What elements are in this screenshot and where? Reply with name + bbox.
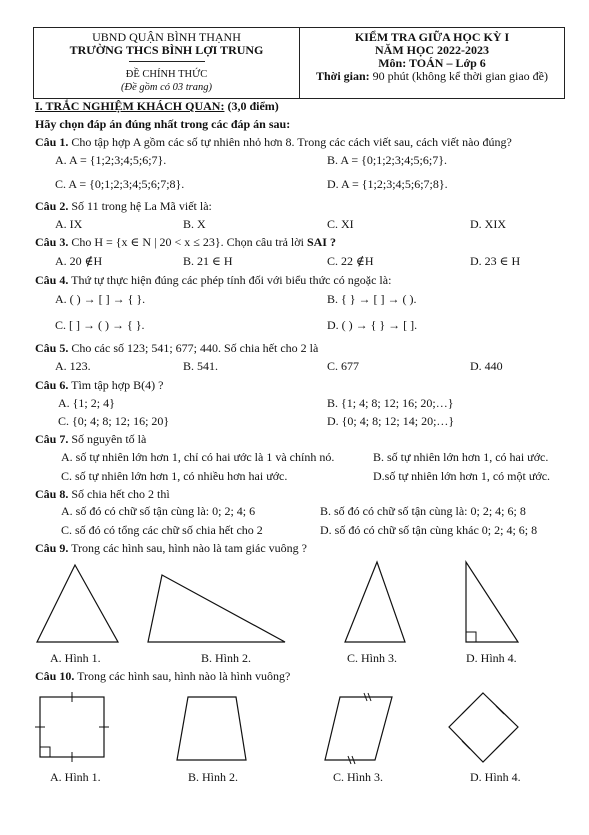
q7-option-d[interactable]: D.số tự nhiên lớn hơn 1, có một ước. [373, 469, 551, 483]
q2-option-b[interactable]: B. X [183, 217, 206, 231]
q3-option-d[interactable]: D. 23 ∈ H [470, 254, 521, 268]
section-title: I. TRẮC NGHIỆM KHÁCH QUAN: (3,0 điểm) [35, 99, 279, 113]
q7-option-b[interactable]: B. số tự nhiên lớn hơn 1, có hai ước. [373, 450, 549, 464]
q5-option-d[interactable]: D. 440 [470, 359, 503, 373]
square-figure-1 [35, 692, 109, 762]
rhombus-figure-4 [449, 693, 518, 762]
question-5: Câu 5. Cho các số 123; 541; 677; 440. Số chia hết cho 2 là [35, 341, 319, 355]
q1-option-a[interactable]: A. A = {1;2;3;4;5;6;7}. [55, 153, 167, 167]
question-3: Câu 3. Cho H = {x ∈ N | 20 < x ≤ 23}. Chọn câu trả lời SAI ? [35, 235, 336, 249]
q4-option-a[interactable]: A. ( ) → [ ] → { }. [55, 292, 146, 306]
q6-option-c[interactable]: C. {0; 4; 8; 12; 16; 20} [58, 414, 170, 428]
q5-option-a[interactable]: A. 123. [55, 359, 91, 373]
question-7: Câu 7. Số nguyên tố là [35, 432, 147, 446]
question-6: Câu 6. Tìm tập hợp B(4) ? [35, 378, 164, 392]
q8-option-d[interactable]: D. số đó có chữ số tận cùng khác 0; 2; 4; 6; 8 [320, 523, 538, 537]
page-count-note: (Đề gồm có 03 trang) [121, 82, 212, 93]
q8-option-a[interactable]: A. số đó có chữ số tận cùng là: 0; 2; 4; 6 [61, 504, 256, 518]
q9-option-c[interactable]: C. Hình 3. [347, 651, 398, 665]
q1-option-d[interactable]: D. A = {1;2;3;4;5;6;7;8}. [327, 177, 448, 191]
q1-option-b[interactable]: B. A = {0;1;2;3;4;5;6;7}. [327, 153, 447, 167]
official-label: ĐỀ CHÍNH THỨC [125, 69, 208, 80]
question-8: Câu 8. Số chia hết cho 2 thì [35, 487, 170, 501]
question-1: Câu 1. Cho tập hợp A gồm các số tự nhiên nhỏ hơn 8. Trong các cách viết sau, cách viết nào đúng? [35, 135, 512, 149]
school-year: NĂM HỌC 2022-2023 [375, 43, 489, 57]
q7-option-a[interactable]: A. số tự nhiên lớn hơn 1, chỉ có hai ước là 1 và chính nó. [61, 450, 335, 464]
q9-option-a[interactable]: A. Hình 1. [50, 651, 101, 665]
subject-grade: Môn: TOÁN – Lớp 6 [378, 56, 486, 70]
trapezoid-figure-2 [177, 697, 246, 760]
q4-option-d[interactable]: D. ( ) → { } → [ ]. [327, 318, 418, 332]
q9-option-d[interactable]: D. Hình 4. [466, 651, 517, 665]
q6-option-a[interactable]: A. {1; 2; 4} [58, 396, 115, 410]
q2-option-a[interactable]: A. IX [55, 217, 83, 231]
section-instruction: Hãy chọn đáp án đúng nhất trong các đáp án sau: [35, 117, 291, 131]
q6-option-b[interactable]: B. {1; 4; 8; 12; 16; 20;…} [327, 396, 454, 410]
q3-option-c[interactable]: C. 22 ∉H [327, 254, 374, 268]
question-4: Câu 4. Thứ tự thực hiện đúng các phép tính đối với biểu thức có ngoặc là: [35, 273, 392, 287]
q8-option-b[interactable]: B. số đó có chữ số tận cùng là: 0; 2; 4; 6; 8 [320, 504, 526, 518]
question-9: Câu 9. Trong các hình sau, hình nào là tam giác vuông ? [35, 541, 307, 555]
question-2: Câu 2. Số 11 trong hệ La Mã viết là: [35, 199, 212, 213]
q10-option-a[interactable]: A. Hình 1. [50, 770, 101, 784]
q3-option-b[interactable]: B. 21 ∈ H [183, 254, 233, 268]
q10-option-b[interactable]: B. Hình 2. [188, 770, 239, 784]
district-name: UBND QUẬN BÌNH THẠNH [92, 30, 241, 44]
q6-option-d[interactable]: D. {0; 4; 8; 12; 14; 20;…} [327, 414, 455, 428]
exam-title: KIỂM TRA GIỮA HỌC KỲ I [354, 30, 510, 44]
parallelogram-figure-3 [325, 693, 392, 764]
q3-option-a[interactable]: A. 20 ∉H [55, 254, 103, 268]
q10-option-d[interactable]: D. Hình 4. [470, 770, 521, 784]
q5-option-b[interactable]: B. 541. [183, 359, 219, 373]
q8-option-c[interactable]: C. số đó có tổng các chữ số chia hết cho 2 [61, 523, 263, 537]
q9-option-b[interactable]: B. Hình 2. [201, 651, 252, 665]
q7-option-c[interactable]: C. số tự nhiên lớn hơn 1, có nhiều hơn hai ước. [61, 469, 288, 483]
q10-option-c[interactable]: C. Hình 3. [333, 770, 384, 784]
question-10: Câu 10. Trong các hình sau, hình nào là hình vuông? [35, 669, 291, 683]
school-name: TRƯỜNG THCS BÌNH LỢI TRUNG [69, 43, 264, 57]
q5-option-c[interactable]: C. 677 [327, 359, 360, 373]
q2-option-c[interactable]: C. XI [327, 217, 354, 231]
time-allowed: Thời gian: 90 phút (không kể thời gian giao đề) [316, 69, 548, 83]
q2-option-d[interactable]: D. XIX [470, 217, 506, 231]
q1-option-c[interactable]: C. A = {0;1;2;3;4;5;6;7;8}. [55, 177, 185, 191]
q4-option-b[interactable]: B. { } → [ ] → ( ). [327, 292, 417, 306]
q4-option-c[interactable]: C. [ ] → ( ) → { }. [55, 318, 145, 332]
